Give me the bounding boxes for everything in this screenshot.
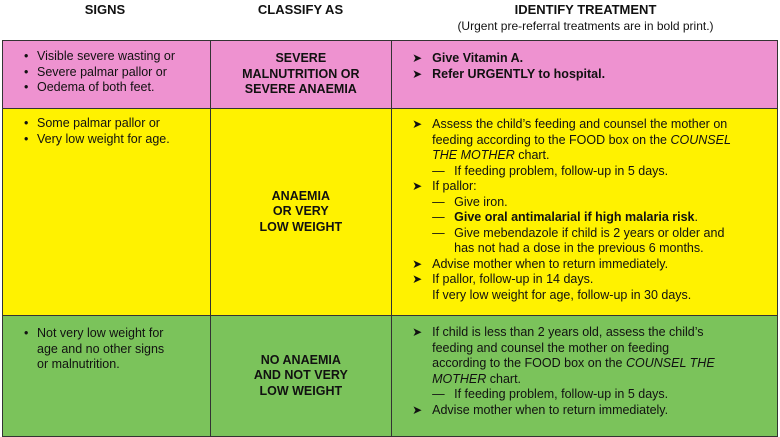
treatment-subitem: — If feeding problem, follow-up in 5 days. xyxy=(392,164,777,180)
treatment-text: . xyxy=(694,210,698,224)
signs-cell xyxy=(3,316,211,437)
treatment-list xyxy=(392,117,777,303)
treatment-text: according to the FOOD box on the xyxy=(432,356,626,370)
sign-item xyxy=(3,326,210,373)
sign-text: Not very low weight for xyxy=(37,326,164,340)
treatment-item: ➤ Advise mother when to return immediately. xyxy=(392,403,777,419)
classification-line: LOW WEIGHT xyxy=(259,219,343,234)
header-signs: SIGNS xyxy=(84,2,126,17)
classification-line: SEVERE ANAEMIA xyxy=(244,82,357,97)
table-header xyxy=(0,0,780,40)
treatment-item: ➤ Give Vitamin A. xyxy=(392,51,777,67)
treatment-text: feeding according to the FOOD box on the xyxy=(432,132,671,147)
sign-text: age and no other signs xyxy=(37,341,165,356)
table-row-severe xyxy=(3,41,778,109)
classification-line: LOW WEIGHT xyxy=(259,383,343,398)
chart-reference: THE MOTHER xyxy=(432,148,515,162)
treatment-list xyxy=(392,51,777,82)
treatment-text: Give mebendazole if child is 2 years or older and xyxy=(454,225,725,240)
treatment-item xyxy=(392,117,777,164)
signs-cell xyxy=(3,109,211,316)
sign-item: • Some palmar pallor or xyxy=(3,116,210,132)
header-treatment-note: (Urgent pre-referral treatments are in bold print.) xyxy=(457,19,714,33)
classification-line: NO ANAEMIA xyxy=(260,352,341,367)
treatment-subitem xyxy=(392,210,777,226)
treatment-text: If pallor, follow-up in 14 days. xyxy=(432,272,594,286)
table-row-no-anaemia xyxy=(3,316,778,437)
treatment-text: chart. xyxy=(486,371,522,386)
header-treatment: IDENTIFY TREATMENT xyxy=(514,2,657,17)
treatment-cell xyxy=(392,316,778,437)
treatment-subitem xyxy=(392,226,777,257)
treatment-text: If very low weight for age, follow-up in 30 days. xyxy=(432,287,692,302)
chart-reference: MOTHER xyxy=(432,371,487,386)
treatment-text: Assess the child’s feeding and counsel the mother on xyxy=(432,117,728,131)
treatment-cell xyxy=(392,109,778,316)
header-classify: CLASSIFY AS xyxy=(257,2,344,17)
treatment-subitem: — If feeding problem, follow-up in 5 days. xyxy=(392,387,777,403)
treatment-text: has not had a dose in the previous 6 months. xyxy=(454,241,704,255)
classification-line: SEVERE xyxy=(275,51,327,66)
classify-cell xyxy=(210,109,392,316)
treatment-subitem: — Give iron. xyxy=(392,195,777,211)
treatment-list xyxy=(392,325,777,418)
chart-reference: COUNSEL xyxy=(670,132,731,147)
classification-table xyxy=(2,40,778,437)
treatment-item xyxy=(392,325,777,387)
signs-cell xyxy=(3,41,211,109)
treatment-text: feeding and counsel the mother on feeding xyxy=(432,340,670,355)
treatment-text: If child is less than 2 years old, assess the child’s xyxy=(432,325,704,339)
treatment-item: ➤ Advise mother when to return immediately. xyxy=(392,257,777,273)
treatment-item: ➤ Refer URGENTLY to hospital. xyxy=(392,67,777,83)
treatment-text: chart. xyxy=(514,148,550,162)
treatment-cell xyxy=(392,41,778,109)
classification-line: OR VERY xyxy=(272,204,329,219)
sign-text: or malnutrition. xyxy=(37,357,120,371)
classification-line: ANAEMIA xyxy=(271,188,330,203)
treatment-item xyxy=(392,272,777,303)
classification-line: MALNUTRITION OR xyxy=(242,66,360,81)
classification-line: AND NOT VERY xyxy=(253,368,348,383)
signs-list xyxy=(3,49,210,96)
treatment-item: ➤ If pallor: xyxy=(392,179,777,195)
sign-item: • Visible severe wasting or xyxy=(3,49,210,65)
sign-item: • Severe palmar pallor or xyxy=(3,65,210,81)
classify-cell xyxy=(210,316,392,437)
chart-reference: COUNSEL THE xyxy=(625,356,715,370)
sign-item: • Oedema of both feet. xyxy=(3,80,210,96)
urgent-text: Give oral antimalarial if high malaria risk xyxy=(454,210,695,224)
classify-cell xyxy=(210,41,392,109)
signs-list xyxy=(3,326,210,373)
signs-list xyxy=(3,116,210,147)
table-row-anaemia xyxy=(3,109,778,316)
sign-item: • Very low weight for age. xyxy=(3,132,210,148)
